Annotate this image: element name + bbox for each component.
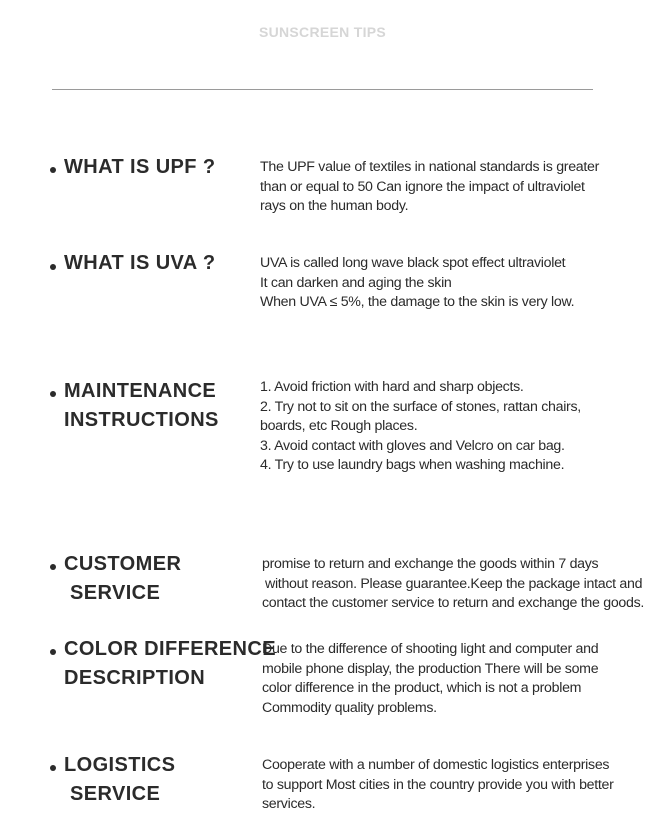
section-heading-upf (64, 153, 215, 182)
heading-line: SERVICE (70, 783, 161, 805)
body-line: 3. Avoid contact with gloves and Velcro on car bag. (260, 437, 565, 454)
bullet (50, 765, 56, 771)
section-heading-color-difference (64, 635, 276, 693)
heading-line: DESCRIPTION (64, 667, 206, 689)
body-line: promise to return and exchange the goods within 7 days (262, 556, 599, 572)
body-line: 1. Avoid friction with hard and sharp objects. (260, 379, 524, 395)
bullet (50, 649, 56, 655)
heading-line: CUSTOMER (64, 553, 182, 575)
body-line: UVA is called long wave black spot effect ultraviolet (260, 255, 566, 271)
body-line: It can darken and aging the skin (260, 274, 452, 291)
body-line: The UPF value of textiles in national standards is greater (260, 159, 600, 175)
section-body-customer-service (262, 555, 645, 614)
body-line: without reason. Please guarantee.Keep the package intact and (265, 575, 643, 592)
body-line: services. (262, 796, 316, 813)
heading-line: SERVICE (70, 582, 161, 604)
bullet (50, 391, 56, 397)
divider (52, 89, 593, 90)
section-body-color-difference (262, 640, 634, 718)
body-line: When UVA ≤ 5%, the damage to the skin is very low. (260, 294, 575, 311)
heading-line: COLOR DIFFERENCE (64, 638, 276, 660)
section-heading-uva (64, 249, 215, 278)
bullet (50, 167, 56, 173)
section-heading-logistics (64, 751, 175, 809)
heading-line: WHAT IS UVA ? (64, 252, 216, 274)
body-line: to support Most cities in the country provide you with better (262, 776, 614, 793)
body-line: rays on the human body. (260, 198, 409, 215)
body-line: boards, etc Rough places. (260, 418, 418, 435)
body-line: contact the customer service to return and exchange the goods. (262, 595, 645, 612)
body-line: mobile phone display, the production There will be some (262, 660, 599, 677)
body-line: 2. Try not to sit on the surface of stones, rattan chairs, (260, 398, 581, 415)
body-line: Due to the difference of shooting light and computer and (262, 641, 599, 657)
section-body-maintenance (260, 378, 632, 476)
body-line: than or equal to 50 Can ignore the impact of ultraviolet (260, 178, 585, 195)
section-body-upf (260, 158, 632, 217)
section-heading-maintenance (64, 377, 219, 435)
bullet (50, 264, 56, 270)
body-line: Commodity quality problems. (262, 699, 437, 716)
heading-line: LOGISTICS (64, 754, 176, 776)
page-title: SUNSCREEN TIPS (258, 24, 387, 40)
section-heading-customer-service (64, 550, 181, 608)
heading-line: WHAT IS UPF ? (64, 156, 216, 178)
body-line: 4. Try to use laundry bags when washing machine. (260, 457, 565, 474)
section-body-logistics (262, 756, 634, 815)
body-line: color difference in the product, which is not a problem (262, 680, 582, 697)
heading-line: INSTRUCTIONS (64, 409, 219, 431)
section-body-uva (260, 254, 632, 313)
heading-line: MAINTENANCE (64, 380, 217, 402)
body-line: Cooperate with a number of domestic logistics enterprises (262, 757, 610, 773)
bullet (50, 564, 56, 570)
